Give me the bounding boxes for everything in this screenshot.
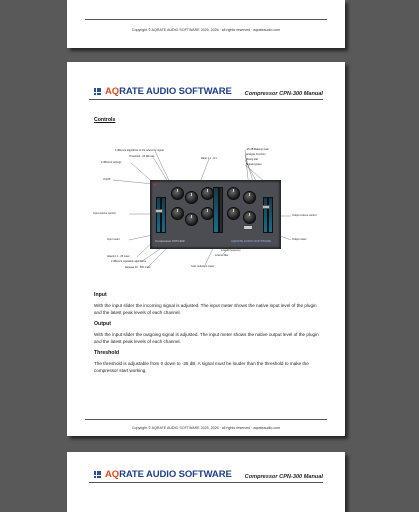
logo-grid-icon [94,471,102,479]
knob-mix [243,191,256,204]
knob-algorithm [171,187,184,200]
section-heading-threshold: Threshold [94,350,120,356]
callout-settings: 3 different settings [101,161,122,164]
callout-mixing: Mixing dial [246,158,258,161]
page-next [67,452,345,512]
knob-attack [171,207,184,220]
callout-release: Release 10 - 500 msec [125,266,151,269]
output-slider [262,205,270,209]
callout-output-meter: Output meter [292,238,307,241]
callout-output-volume: Output volume control [292,214,317,217]
output-meter-right [268,197,273,233]
callout-bypass: Signal bypass [246,163,262,166]
controls-diagram [93,144,320,274]
header-rule [89,99,323,100]
footer-rule [85,419,327,420]
plugin-screenshot [150,180,281,249]
callout-regulation: 2 different regulation algorithms [111,260,146,263]
page-current [67,62,345,436]
page-footer: Copyright © AQRATE AUDIO SOFTWARE 2025, 2026 · all rights reserved · aqrateaudio.com [131,28,281,32]
input-meter-right [161,197,166,233]
power-led-icon [154,184,156,186]
callout-lowcut-filter: Lowcut filter [215,254,229,257]
plugin-name-label: Compressor CPN-300 [155,239,185,243]
knob-regulation [185,213,198,226]
section-heading-output: Output [94,321,111,327]
brand-name: AQRATE AUDIO SOFTWARE [105,86,232,97]
callout-makeup-gain: -25 dB Makeup Gain [246,148,269,151]
knob-threshold [185,191,198,204]
callout-on-off: On/Off [103,178,111,181]
section-body-input: With the input slider the incoming signal is adjusted. The input meter shows the native input level of the plugin and the latest peak levels of each channel. [94,303,317,316]
callout-input-meter: Input meter [107,238,120,241]
footer-rule [85,19,327,20]
brand-name: AQRATE AUDIO SOFTWARE [105,469,232,480]
header-rule [89,482,323,483]
knob-lowcut [227,207,240,220]
gain-reduction-scale [219,187,223,233]
logo-grid-icon [94,88,102,96]
callout-analysis: Analysis Function [246,153,266,156]
manual-title: Compressor CPN-300 Manual [244,474,323,480]
brand-logo [94,86,232,97]
knob-output-gain [243,211,256,224]
callout-algorithms: 3 different algorithms to the reference signal [115,149,164,152]
callout-ratio: Ratio 1:1 - 8:1 [201,157,217,160]
brand-logo [94,469,232,480]
callout-input-volume: Input volume control [93,212,116,215]
input-slider [155,209,163,213]
section-title: Controls [94,117,116,123]
page-footer: Copyright © AQRATE AUDIO SOFTWARE 2025, 2026 · all rights reserved · aqrateaudio.com [131,426,281,430]
plugin-brand-label: AQRATE AUDIO SOFTWARE [231,239,272,243]
callout-attack: Attack 0.1 - 25 msec [107,255,130,258]
callout-threshold: Threshold: -25 dB max. [129,155,155,158]
section-body-output: With the input slider the outgoing signal is adjusted. The input meter shows the native output level of the plugin and the latest peak levels of each channel. [94,332,319,345]
section-heading-input: Input [94,292,107,298]
page-previous [67,0,345,48]
callout-lowcut-frequency: Lowcut frequency [221,249,241,252]
knob-makeup-gain [227,187,240,200]
manual-title: Compressor CPN-300 Manual [244,91,323,97]
callout-gain-reduction: Gain reduction meter [191,265,215,268]
bypass-button [243,225,253,230]
section-body-threshold: The threshold is adjustable from 0 down to -25 dB. A signal must be louder than the threshold to make the compressor start working. [94,361,309,374]
